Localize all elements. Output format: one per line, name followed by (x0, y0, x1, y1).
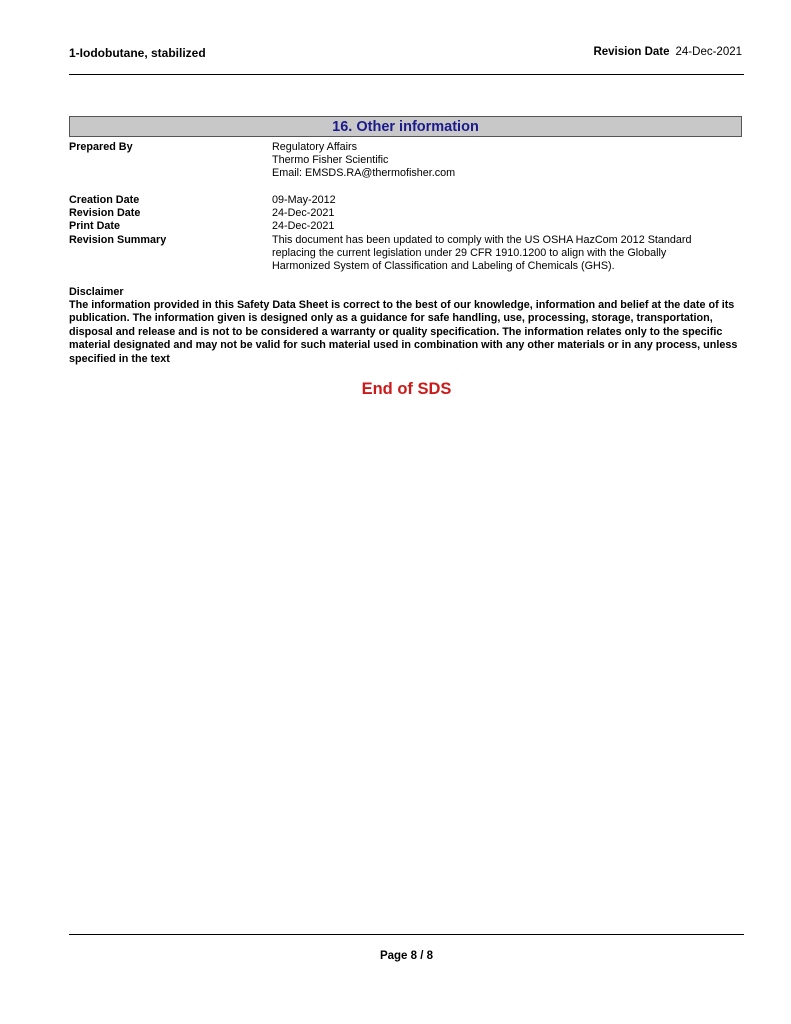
prepared-by-value (272, 141, 752, 181)
prepared-by-label: Prepared By (69, 141, 133, 153)
creation-date-value: 09-May-2012 (272, 194, 336, 206)
header-revision-label: Revision Date (593, 46, 670, 58)
section-title: 16. Other information (332, 119, 479, 135)
disclaimer-title: Disclaimer (69, 286, 124, 298)
prepared-by-line: Thermo Fisher Scientific (272, 154, 389, 167)
revision-date-label: Revision Date (69, 207, 141, 219)
revision-summary-line: replacing the current legislation under 29 CFR 1910.1200 to align with the Globally (272, 247, 667, 260)
print-date-label: Print Date (69, 220, 120, 232)
revision-summary-line: Harmonized System of Classification and Labeling of Chemicals (GHS). (272, 260, 615, 273)
header-revision (593, 46, 742, 58)
revision-summary-value (272, 234, 752, 274)
revision-date-value: 24-Dec-2021 (272, 207, 335, 219)
page-number: Page 8 / 8 (379, 950, 434, 962)
revision-summary-label: Revision Summary (69, 234, 167, 246)
creation-date-label: Creation Date (69, 194, 140, 206)
header-revision-value: 24-Dec-2021 (675, 46, 742, 58)
footer-divider (69, 934, 744, 935)
header-divider (69, 74, 744, 75)
prepared-by-email: Email: EMSDS.RA@thermofisher.com (272, 167, 456, 180)
product-name: 1-Iodobutane, stabilized (69, 46, 206, 60)
end-of-sds-marker: End of SDS (361, 380, 452, 398)
prepared-by-line: Regulatory Affairs (272, 141, 358, 153)
section-header-bar (69, 116, 742, 137)
print-date-value: 24-Dec-2021 (272, 220, 335, 232)
disclaimer-text: The information provided in this Safety Data Sheet is correct to the best of our knowledge, information and belief at the date of its publication. The information given is designed only as a guidance for safe handling, use, processing, storage, transportation, disposal and release and is not to be considered a warranty or quality specification. The information relates only to the specific material designated and may not be valid for such material used in combination with any other materials or in any process, unless specified in the text (69, 299, 738, 365)
revision-summary-line: This document has been updated to comply with the US OSHA HazCom 2012 Standard (272, 234, 692, 246)
